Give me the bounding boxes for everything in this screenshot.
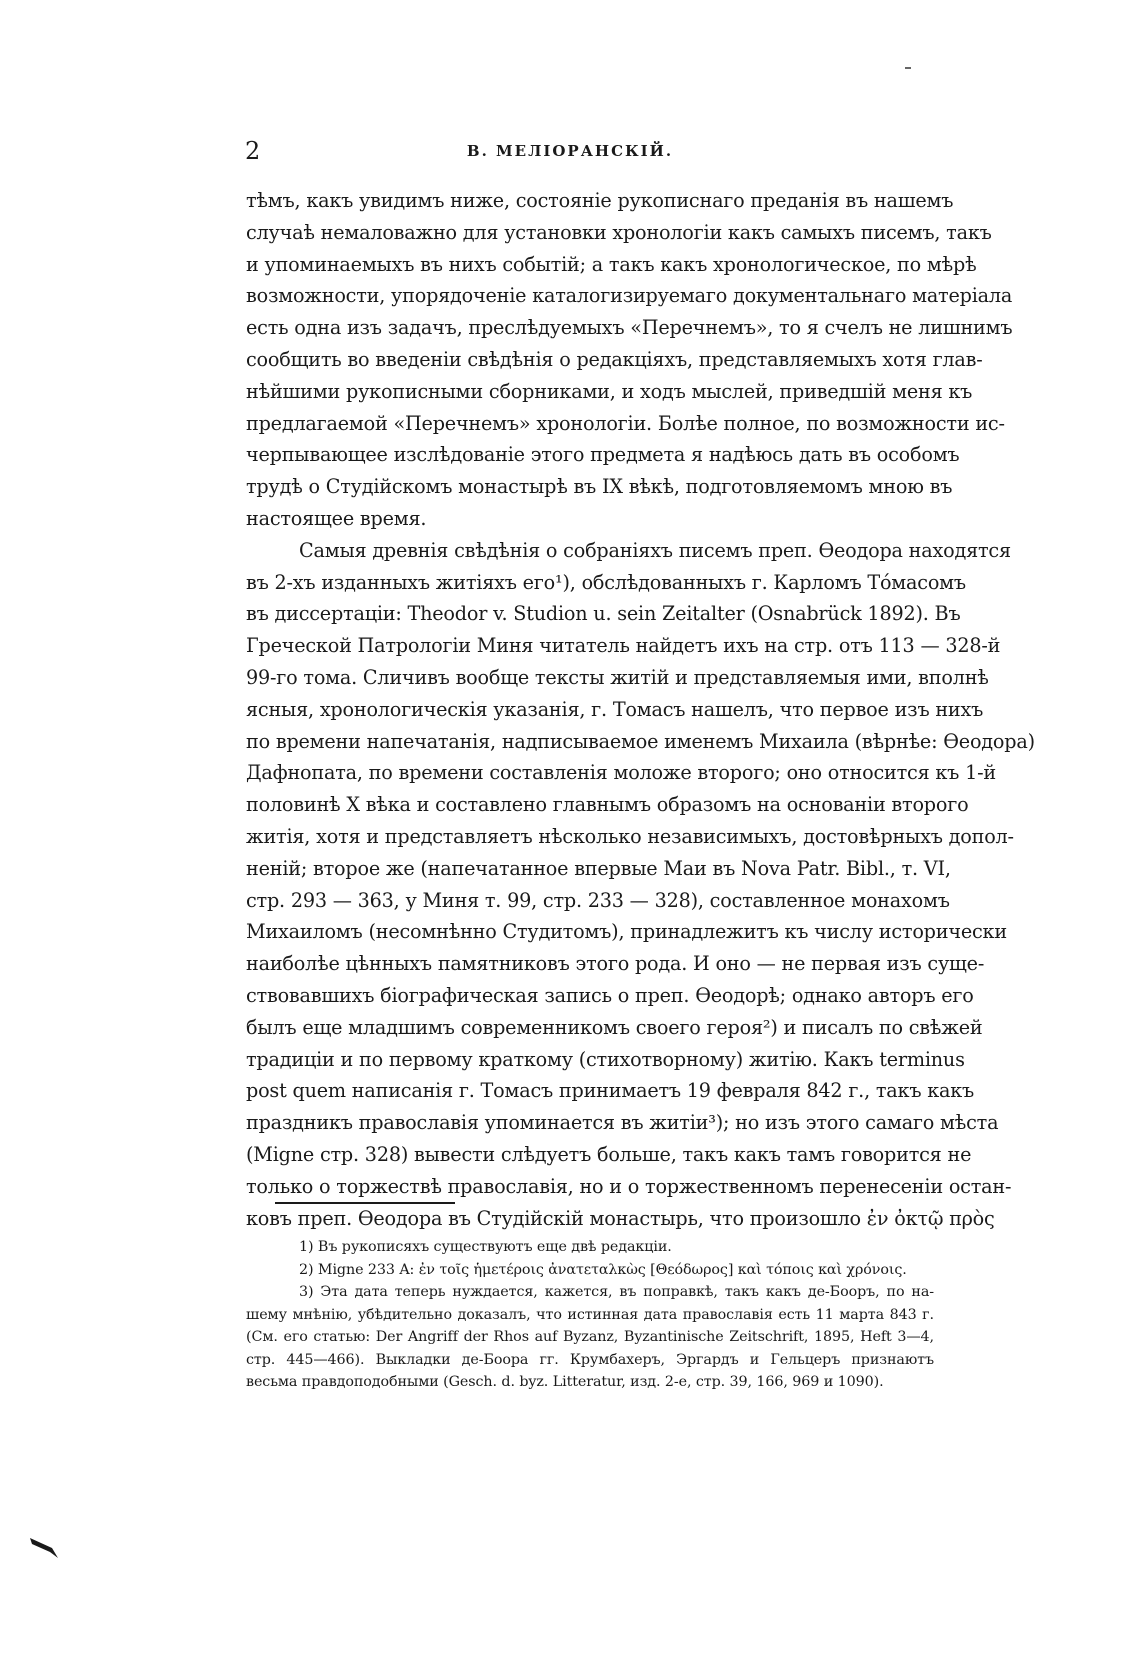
text-line: и упоминаемыхъ въ нихъ событій; а такъ какъ хронологическое, по мѣрѣ — [246, 252, 977, 276]
text-line: былъ еще младшимъ современникомъ своего героя²) и писалъ по свѣжей — [246, 1015, 983, 1039]
text-line: предлагаемой «Перечнемъ» хронологіи. Болѣе полное, по возможности ис- — [246, 411, 1005, 435]
text-line: нѣйшими рукописными сборниками, и ходъ мыслей, приведшій меня къ — [246, 379, 973, 403]
text-line: настоящее время. — [246, 506, 427, 530]
text-line: (Migne стр. 328) вывести слѣдуетъ больше, такъ какъ тамъ говорится не — [246, 1142, 972, 1166]
text-line: черпывающее изслѣдованіе этого предмета я надѣюсь дать въ особомъ — [246, 443, 960, 467]
text-line: половинѣ X вѣка и составлено главнымъ образомъ на основаніи второго — [246, 793, 969, 817]
page-number: 2 — [245, 137, 261, 165]
scan-corner-mark — [30, 1538, 60, 1558]
text-line: неній; второе же (напечатанное впервые Маи въ Nova Patr. Bibl., т. VI, — [246, 856, 951, 880]
text-line: праздникъ православія упоминается въ житіи³); но изъ этого самаго мѣста — [246, 1111, 999, 1135]
footnotes — [246, 1236, 934, 1394]
text-line: случаѣ немаловажно для установки хронологіи какъ самыхъ писемъ, такъ — [246, 220, 992, 244]
text-line: возможности, упорядоченіе каталогизируемаго документальнаго матеріала — [246, 284, 1013, 308]
text-line: Михаиломъ (несомнѣнно Студитомъ), принадлежитъ къ числу исторически — [246, 920, 1007, 944]
footnote-3-cont: (См. его статью: Der Angriff der Rhos auf Byzanz, Byzantinische Zeitschrift, 1895, Heft 3—4, — [246, 1329, 934, 1345]
text-line: ствовавшихъ біографическая запись о преп. Ѳеодорѣ; однако авторъ его — [246, 983, 974, 1007]
footnote-separator — [275, 1202, 455, 1204]
text-line: ковъ преп. Ѳеодора въ Студійскій монастырь, что произошло ἐν ὀκτῷ πρὸς — [246, 1206, 995, 1230]
footnote-3-cont: шему мнѣнію, убѣдительно доказалъ, что истинная дата православія есть 11 марта 843 г. — [246, 1306, 934, 1323]
running-head: В. МЕЛІОРАНСКІЙ. — [466, 142, 674, 160]
text-line: Греческой Патрологіи Миня читатель найдетъ ихъ на стр. отъ 113 — 328-й — [246, 634, 1001, 658]
text-line: Дафнопата, по времени составленія моложе второго; оно относится къ 1-й — [246, 761, 996, 785]
text-line: стр. 293 — 363, у Миня т. 99, стр. 233 — 328), составленное монахомъ — [246, 888, 950, 912]
scan-speck — [905, 67, 911, 69]
text-line: post quem написанія г. Томасъ принимаетъ 19 февраля 842 г., такъ какъ — [246, 1079, 975, 1103]
text-line: есть одна изъ задачъ, преслѣдуемыхъ «Перечнемъ», то я счелъ не лишнимъ — [246, 316, 1013, 340]
text-line: по времени напечатанія, надписываемое именемъ Михаила (вѣрнѣе: Ѳеодора) — [246, 729, 1035, 753]
text-line: только о торжествѣ православія, но и о торжественномъ перенесеніи остан- — [246, 1174, 1012, 1198]
footnote-1: 1) Въ рукописяхъ существуютъ еще двѣ редакціи. — [299, 1239, 672, 1255]
text-line: въ диссертаціи: Theodor v. Studion u. sein Zeitalter (Osnabrück 1892). Въ — [246, 602, 961, 626]
text-line: традиціи и по первому краткому (стихотворному) житію. Какъ terminus — [246, 1047, 965, 1071]
text-line: житія, хотя и представляетъ нѣсколько независимыхъ, достовѣрныхъ допол- — [246, 824, 1014, 848]
text-line: Самыя древнія свѣдѣнія о собраніяхъ писемъ преп. Ѳеодора находятся — [299, 538, 1011, 562]
footnote-3-cont: весьма правдоподобными (Gesch. d. byz. Litteratur, изд. 2-е, стр. 39, 166, 969 и 1090). — [246, 1374, 884, 1390]
text-line: наиболѣе цѣнныхъ памятниковъ этого рода. И оно — не первая изъ суще- — [246, 952, 985, 976]
main-text — [246, 185, 1035, 1234]
text-line: сообщить во введеніи свѣдѣнія о редакціяхъ, представляемыхъ хотя глав- — [246, 347, 983, 371]
text-line: ясныя, хронологическія указанія, г. Томасъ нашелъ, что первое изъ нихъ — [246, 697, 984, 721]
text-line: 99-го тома. Сличивъ вообще тексты житій и представляемыя ими, вполнѣ — [246, 665, 989, 689]
footnote-3: 3) Эта дата теперь нуждается, кажется, въ поправкѣ, такъ какъ де-Бооръ, по на- — [299, 1284, 934, 1300]
text-line: трудѣ о Студійскомъ монастырѣ въ IX вѣкѣ, подготовляемомъ мною въ — [246, 475, 953, 499]
footnote-2: 2) Migne 233 A: ἐν τοῖς ἡμετέροις ἀνατεταλκὼς [Θεόδωρος] καὶ τόποις καὶ χρόνοις. — [299, 1261, 907, 1278]
text-line: въ 2-хъ изданныхъ житіяхъ его¹), обслѣдованныхъ г. Карломъ Тóмасомъ — [246, 570, 966, 594]
footnote-3-cont: стр. 445—466). Выкладки де-Боора гг. Крумбахеръ, Эргардъ и Гельцеръ признаютъ — [246, 1351, 934, 1368]
text-line: тѣмъ, какъ увидимъ ниже, состояніе рукописнаго преданія въ нашемъ — [246, 189, 954, 212]
